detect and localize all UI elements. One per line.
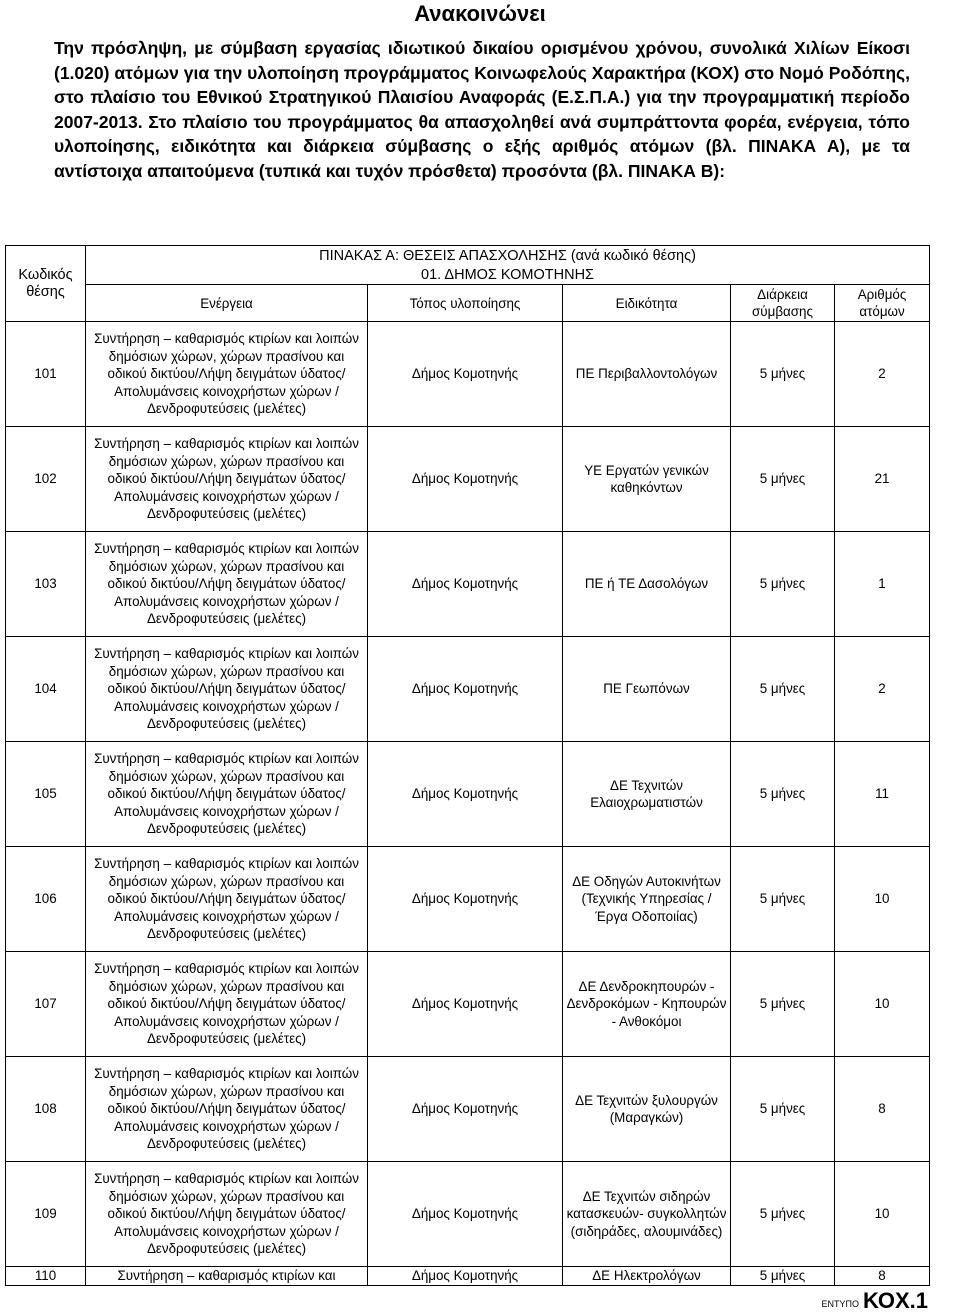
page-title: Ανακοινώνει (414, 1, 546, 26)
header-count: Αριθμός ατόμων (835, 285, 930, 322)
row-activity: Συντήρηση – καθαρισμός κτιρίων και λοιπών δημόσιων χώρων, χώρων πρασίνου και οδικού δικτύου/Λήψη δειγμάτων ύδατος/Απολυμάνσεις κοινοχρήστων χώρων / Δενδροφυτεύσεις (μελέτες) (86, 952, 368, 1057)
row-code: 105 (6, 742, 86, 847)
form-code (821, 1287, 928, 1313)
table-row (6, 322, 930, 427)
row-activity: Συντήρηση – καθαρισμός κτιρίων και λοιπών δημόσιων χώρων, χώρων πρασίνου και οδικού δικτύου/Λήψη δειγμάτων ύδατος/Απολυμάνσεις κοινοχρήστων χώρων / Δενδροφυτεύσεις (μελέτες) (86, 322, 368, 427)
row-code: 106 (6, 847, 86, 952)
header-location: Τόπος υλοποίησης (368, 285, 563, 322)
row-location: Δήμος Κομοτηνής (368, 742, 563, 847)
row-code: 102 (6, 427, 86, 532)
row-duration: 5 μήνες (731, 637, 835, 742)
row-specialty: ΔΕ Τεχνιτών Ελαιοχρωματιστών (563, 742, 731, 847)
row-location: Δήμος Κομοτηνής (368, 532, 563, 637)
row-duration: 5 μήνες (731, 742, 835, 847)
department-title: 01. ΔΗΜΟΣ ΚΟΜΟΤΗΝΗΣ (86, 266, 930, 285)
row-count: 10 (835, 847, 930, 952)
row-count: 2 (835, 637, 930, 742)
table-row (6, 952, 930, 1057)
row-activity: Συντήρηση – καθαρισμός κτιρίων και λοιπών δημόσιων χώρων, χώρων πρασίνου και οδικού δικτύου/Λήψη δειγμάτων ύδατος/Απολυμάνσεις κοινοχρήστων χώρων / Δενδροφυτεύσεις (μελέτες) (86, 532, 368, 637)
row-location: Δήμος Κομοτηνής (368, 1162, 563, 1267)
form-code-value: ΚΟΧ.1 (862, 1288, 928, 1313)
row-specialty: ΔΕ Ηλεκτρολόγων (563, 1267, 731, 1286)
table-row (6, 1267, 930, 1286)
row-specialty: ΠΕ Περιβαλλοντολόγων (563, 322, 731, 427)
row-activity: Συντήρηση – καθαρισμός κτιρίων και λοιπών δημόσιων χώρων, χώρων πρασίνου και οδικού δικτύου/Λήψη δειγμάτων ύδατος/Απολυμάνσεις κοινοχρήστων χώρων / Δενδροφυτεύσεις (μελέτες) (86, 1162, 368, 1267)
row-activity: Συντήρηση – καθαρισμός κτιρίων και λοιπών δημόσιων χώρων, χώρων πρασίνου και οδικού δικτύου/Λήψη δειγμάτων ύδατος/Απολυμάνσεις κοινοχρήστων χώρων / Δενδροφυτεύσεις (μελέτες) (86, 637, 368, 742)
row-duration: 5 μήνες (731, 1057, 835, 1162)
table-row (6, 532, 930, 637)
row-count: 8 (835, 1057, 930, 1162)
row-specialty: ΔΕ Οδηγών Αυτοκινήτων (Τεχνικής Υπηρεσίας / Έργα Οδοποιίας) (563, 847, 731, 952)
row-location: Δήμος Κομοτηνής (368, 847, 563, 952)
header-duration: Διάρκεια σύμβασης (731, 285, 835, 322)
row-count: 21 (835, 427, 930, 532)
row-count: 1 (835, 532, 930, 637)
header-activity: Ενέργεια (86, 285, 368, 322)
row-code: 109 (6, 1162, 86, 1267)
header-specialty: Ειδικότητα (563, 285, 731, 322)
intro-paragraph: Την πρόσληψη, με σύμβαση εργασίας ιδιωτικού δικαίου ορισμένου χρόνου, συνολικά Χιλίων Είκοσι (1.020) ατόμων για την υλοποίηση προγράμματος Κοινωφελούς Χαρακτήρα (ΚΟΧ) στο Νομό Ροδόπης, στο πλαίσιο του Εθνικού Στρατηγικού Πλαισίου Αναφοράς (Ε.Σ.Π.Α.) για την προγραμματική περίοδο 2007-2013. Στο πλαίσιο του προγράμματος θα απασχοληθεί ανά συμπράττοντα φορέα, ενέργεια, τόπο υλοποίησης, ειδικότητα και διάρκεια σύμβασης ο εξής αριθμός ατόμων (βλ. ΠΙΝΑΚΑ Α), με τα αντίστοιχα απαιτούμενα (τυπικά και τυχόν πρόσθετα) προσόντα (βλ. ΠΙΝΑΚΑ Β): (54, 38, 910, 181)
row-code: 108 (6, 1057, 86, 1162)
row-specialty: ΔΕ Τεχνιτών σιδηρών κατασκευών- συγκολλητών (σιδηράδες, αλουμινάδες) (563, 1162, 731, 1267)
row-location: Δήμος Κομοτηνής (368, 1057, 563, 1162)
row-activity: Συντήρηση – καθαρισμός κτιρίων και λοιπών δημόσιων χώρων, χώρων πρασίνου και οδικού δικτύου/Λήψη δειγμάτων ύδατος/Απολυμάνσεις κοινοχρήστων χώρων / Δενδροφυτεύσεις (μελέτες) (86, 1057, 368, 1162)
row-location: Δήμος Κομοτηνής (368, 322, 563, 427)
row-specialty: ΔΕ Τεχνιτών ξυλουργών (Μαραγκών) (563, 1057, 731, 1162)
row-count: 10 (835, 1162, 930, 1267)
row-count: 8 (835, 1267, 930, 1286)
row-count: 2 (835, 322, 930, 427)
table-row (6, 637, 930, 742)
row-activity: Συντήρηση – καθαρισμός κτιρίων και (86, 1267, 368, 1286)
row-code: 107 (6, 952, 86, 1057)
row-duration: 5 μήνες (731, 1267, 835, 1286)
row-duration: 5 μήνες (731, 847, 835, 952)
row-duration: 5 μήνες (731, 1162, 835, 1267)
row-code: 101 (6, 322, 86, 427)
header-code: Κωδικός θέσης (6, 246, 86, 322)
row-duration: 5 μήνες (731, 322, 835, 427)
table-row (6, 427, 930, 532)
row-count: 11 (835, 742, 930, 847)
row-activity: Συντήρηση – καθαρισμός κτιρίων και λοιπών δημόσιων χώρων, χώρων πρασίνου και οδικού δικτύου/Λήψη δειγμάτων ύδατος/Απολυμάνσεις κοινοχρήστων χώρων / Δενδροφυτεύσεις (μελέτες) (86, 427, 368, 532)
row-code: 103 (6, 532, 86, 637)
row-duration: 5 μήνες (731, 952, 835, 1057)
row-specialty: ΔΕ Δενδροκηπουρών - Δενδροκόμων - Κηπουρών - Ανθοκόμοι (563, 952, 731, 1057)
row-activity: Συντήρηση – καθαρισμός κτιρίων και λοιπών δημόσιων χώρων, χώρων πρασίνου και οδικού δικτύου/Λήψη δειγμάτων ύδατος/Απολυμάνσεις κοινοχρήστων χώρων / Δενδροφυτεύσεις (μελέτες) (86, 847, 368, 952)
row-location: Δήμος Κομοτηνής (368, 1267, 563, 1286)
row-code: 110 (6, 1267, 86, 1286)
row-specialty: ΥΕ Εργατών γενικών καθηκόντων (563, 427, 731, 532)
positions-table (5, 245, 930, 1286)
table-row (6, 847, 930, 952)
row-location: Δήμος Κομοτηνής (368, 427, 563, 532)
row-code: 104 (6, 637, 86, 742)
table-row (6, 1057, 930, 1162)
row-specialty: ΠΕ ή ΤΕ Δασολόγων (563, 532, 731, 637)
table-row (6, 742, 930, 847)
row-location: Δήμος Κομοτηνής (368, 952, 563, 1057)
row-specialty: ΠΕ Γεωπόνων (563, 637, 731, 742)
row-location: Δήμος Κομοτηνής (368, 637, 563, 742)
row-count: 10 (835, 952, 930, 1057)
row-activity: Συντήρηση – καθαρισμός κτιρίων και λοιπών δημόσιων χώρων, χώρων πρασίνου και οδικού δικτύου/Λήψη δειγμάτων ύδατος/Απολυμάνσεις κοινοχρήστων χώρων / Δενδροφυτεύσεις (μελέτες) (86, 742, 368, 847)
table-title: ΠΙΝΑΚΑΣ Α: ΘΕΣΕΙΣ ΑΠΑΣΧΟΛΗΣΗΣ (ανά κωδικό θέσης) (86, 246, 930, 267)
form-label: ΕΝΤΥΠΟ (821, 1299, 859, 1309)
row-duration: 5 μήνες (731, 532, 835, 637)
row-duration: 5 μήνες (731, 427, 835, 532)
table-row (6, 1162, 930, 1267)
